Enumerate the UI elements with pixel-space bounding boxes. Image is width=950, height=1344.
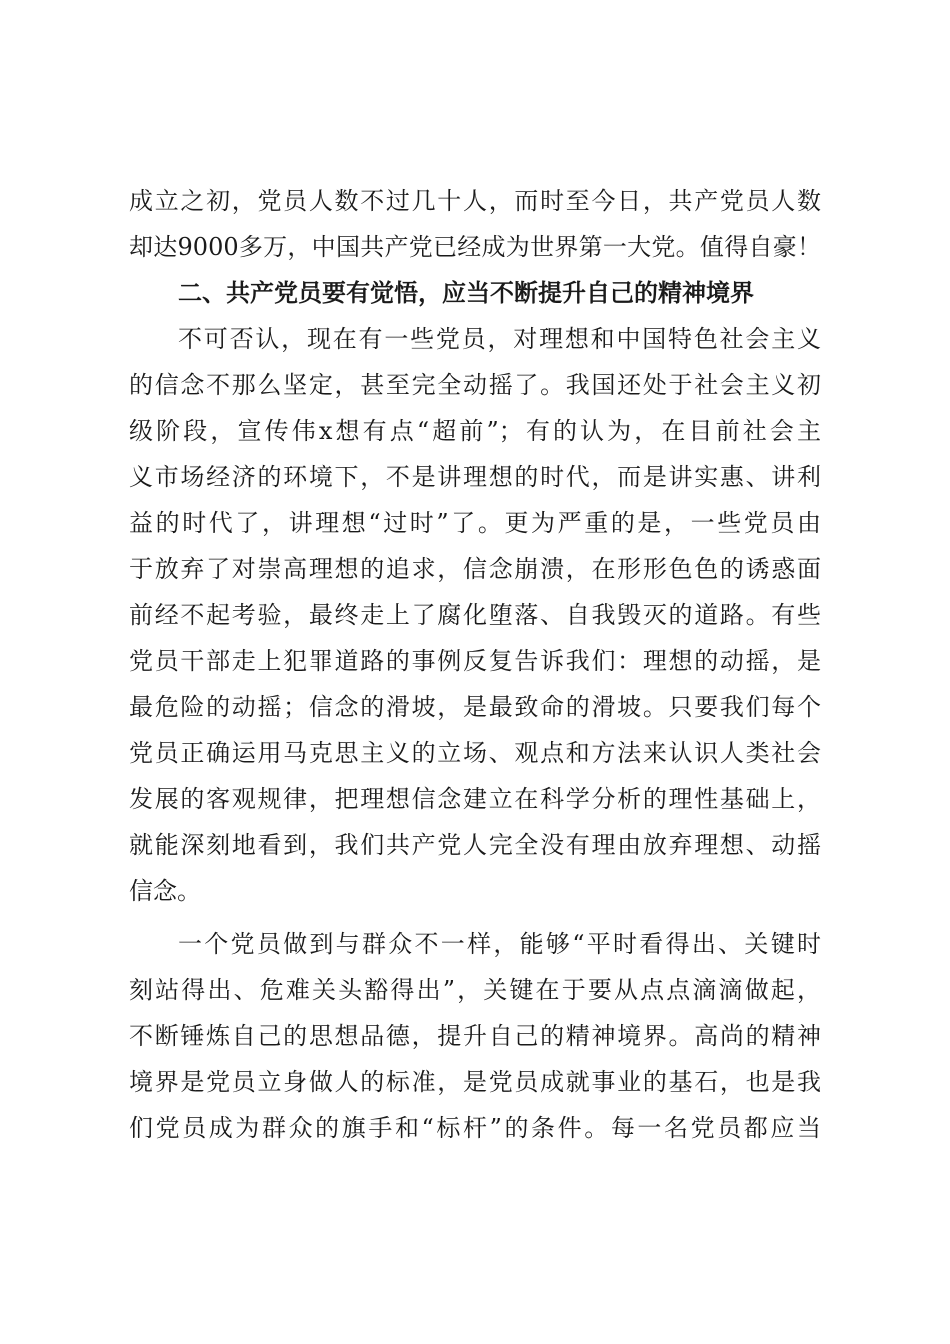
paragraph-2-line-5: 们党员成为群众的旗手和“标杆”的条件。每一名党员都应当 <box>129 1114 821 1142</box>
paragraph-2-line-3: 不断锤炼自己的思想品德，提升自己的精神境界。高尚的精神 <box>129 1022 821 1050</box>
paragraph-1-line-13: 信念。 <box>129 877 201 905</box>
paragraph-1-line-5: 益的时代了，讲理想“过时”了。更为严重的是，一些党员由 <box>129 509 821 537</box>
paragraph-1-line-3: 级阶段，宣传伟x想有点“超前”；有的认为，在目前社会主 <box>129 417 821 445</box>
intro-line-2: 却达9000多万，中国共产党已经成为世界第一大党。值得自豪！ <box>129 233 821 261</box>
intro-line-1: 成立之初，党员人数不过几十人，而时至今日，共产党员人数 <box>129 187 821 215</box>
paragraph-2-line-4: 境界是党员立身做人的标准，是党员成就事业的基石，也是我 <box>129 1068 821 1096</box>
paragraph-1-line-12: 就能深刻地看到，我们共产党人完全没有理由放弃理想、动摇 <box>129 831 821 859</box>
section-heading: 二、共产党员要有觉悟，应当不断提升自己的精神境界 <box>178 279 754 307</box>
paragraph-1-line-6: 于放弃了对崇高理想的追求，信念崩溃，在形形色色的诱惑面 <box>129 555 821 583</box>
paragraph-2-line-1: 一个党员做到与群众不一样，能够“平时看得出、关键时 <box>178 930 821 958</box>
paragraph-1-line-9: 最危险的动摇；信念的滑坡，是最致命的滑坡。只要我们每个 <box>129 693 821 721</box>
paragraph-2-line-2: 刻站得出、危难关头豁得出”，关键在于要从点点滴滴做起， <box>129 976 821 1004</box>
paragraph-1-line-1: 不可否认，现在有一些党员，对理想和中国特色社会主义 <box>178 325 821 353</box>
paragraph-1-line-7: 前经不起考验，最终走上了腐化堕落、自我毁灭的道路。有些 <box>129 601 821 629</box>
paragraph-1-line-2: 的信念不那么坚定，甚至完全动摇了。我国还处于社会主义初 <box>129 371 821 399</box>
paragraph-1-line-11: 发展的客观规律，把理想信念建立在科学分析的理性基础上， <box>129 785 821 813</box>
paragraph-1-line-4: 义市场经济的环境下，不是讲理想的时代，而是讲实惠、讲利 <box>129 463 821 491</box>
paragraph-1-line-10: 党员正确运用马克思主义的立场、观点和方法来认识人类社会 <box>129 739 821 767</box>
paragraph-1-line-8: 党员干部走上犯罪道路的事例反复告诉我们：理想的动摇，是 <box>129 647 821 675</box>
